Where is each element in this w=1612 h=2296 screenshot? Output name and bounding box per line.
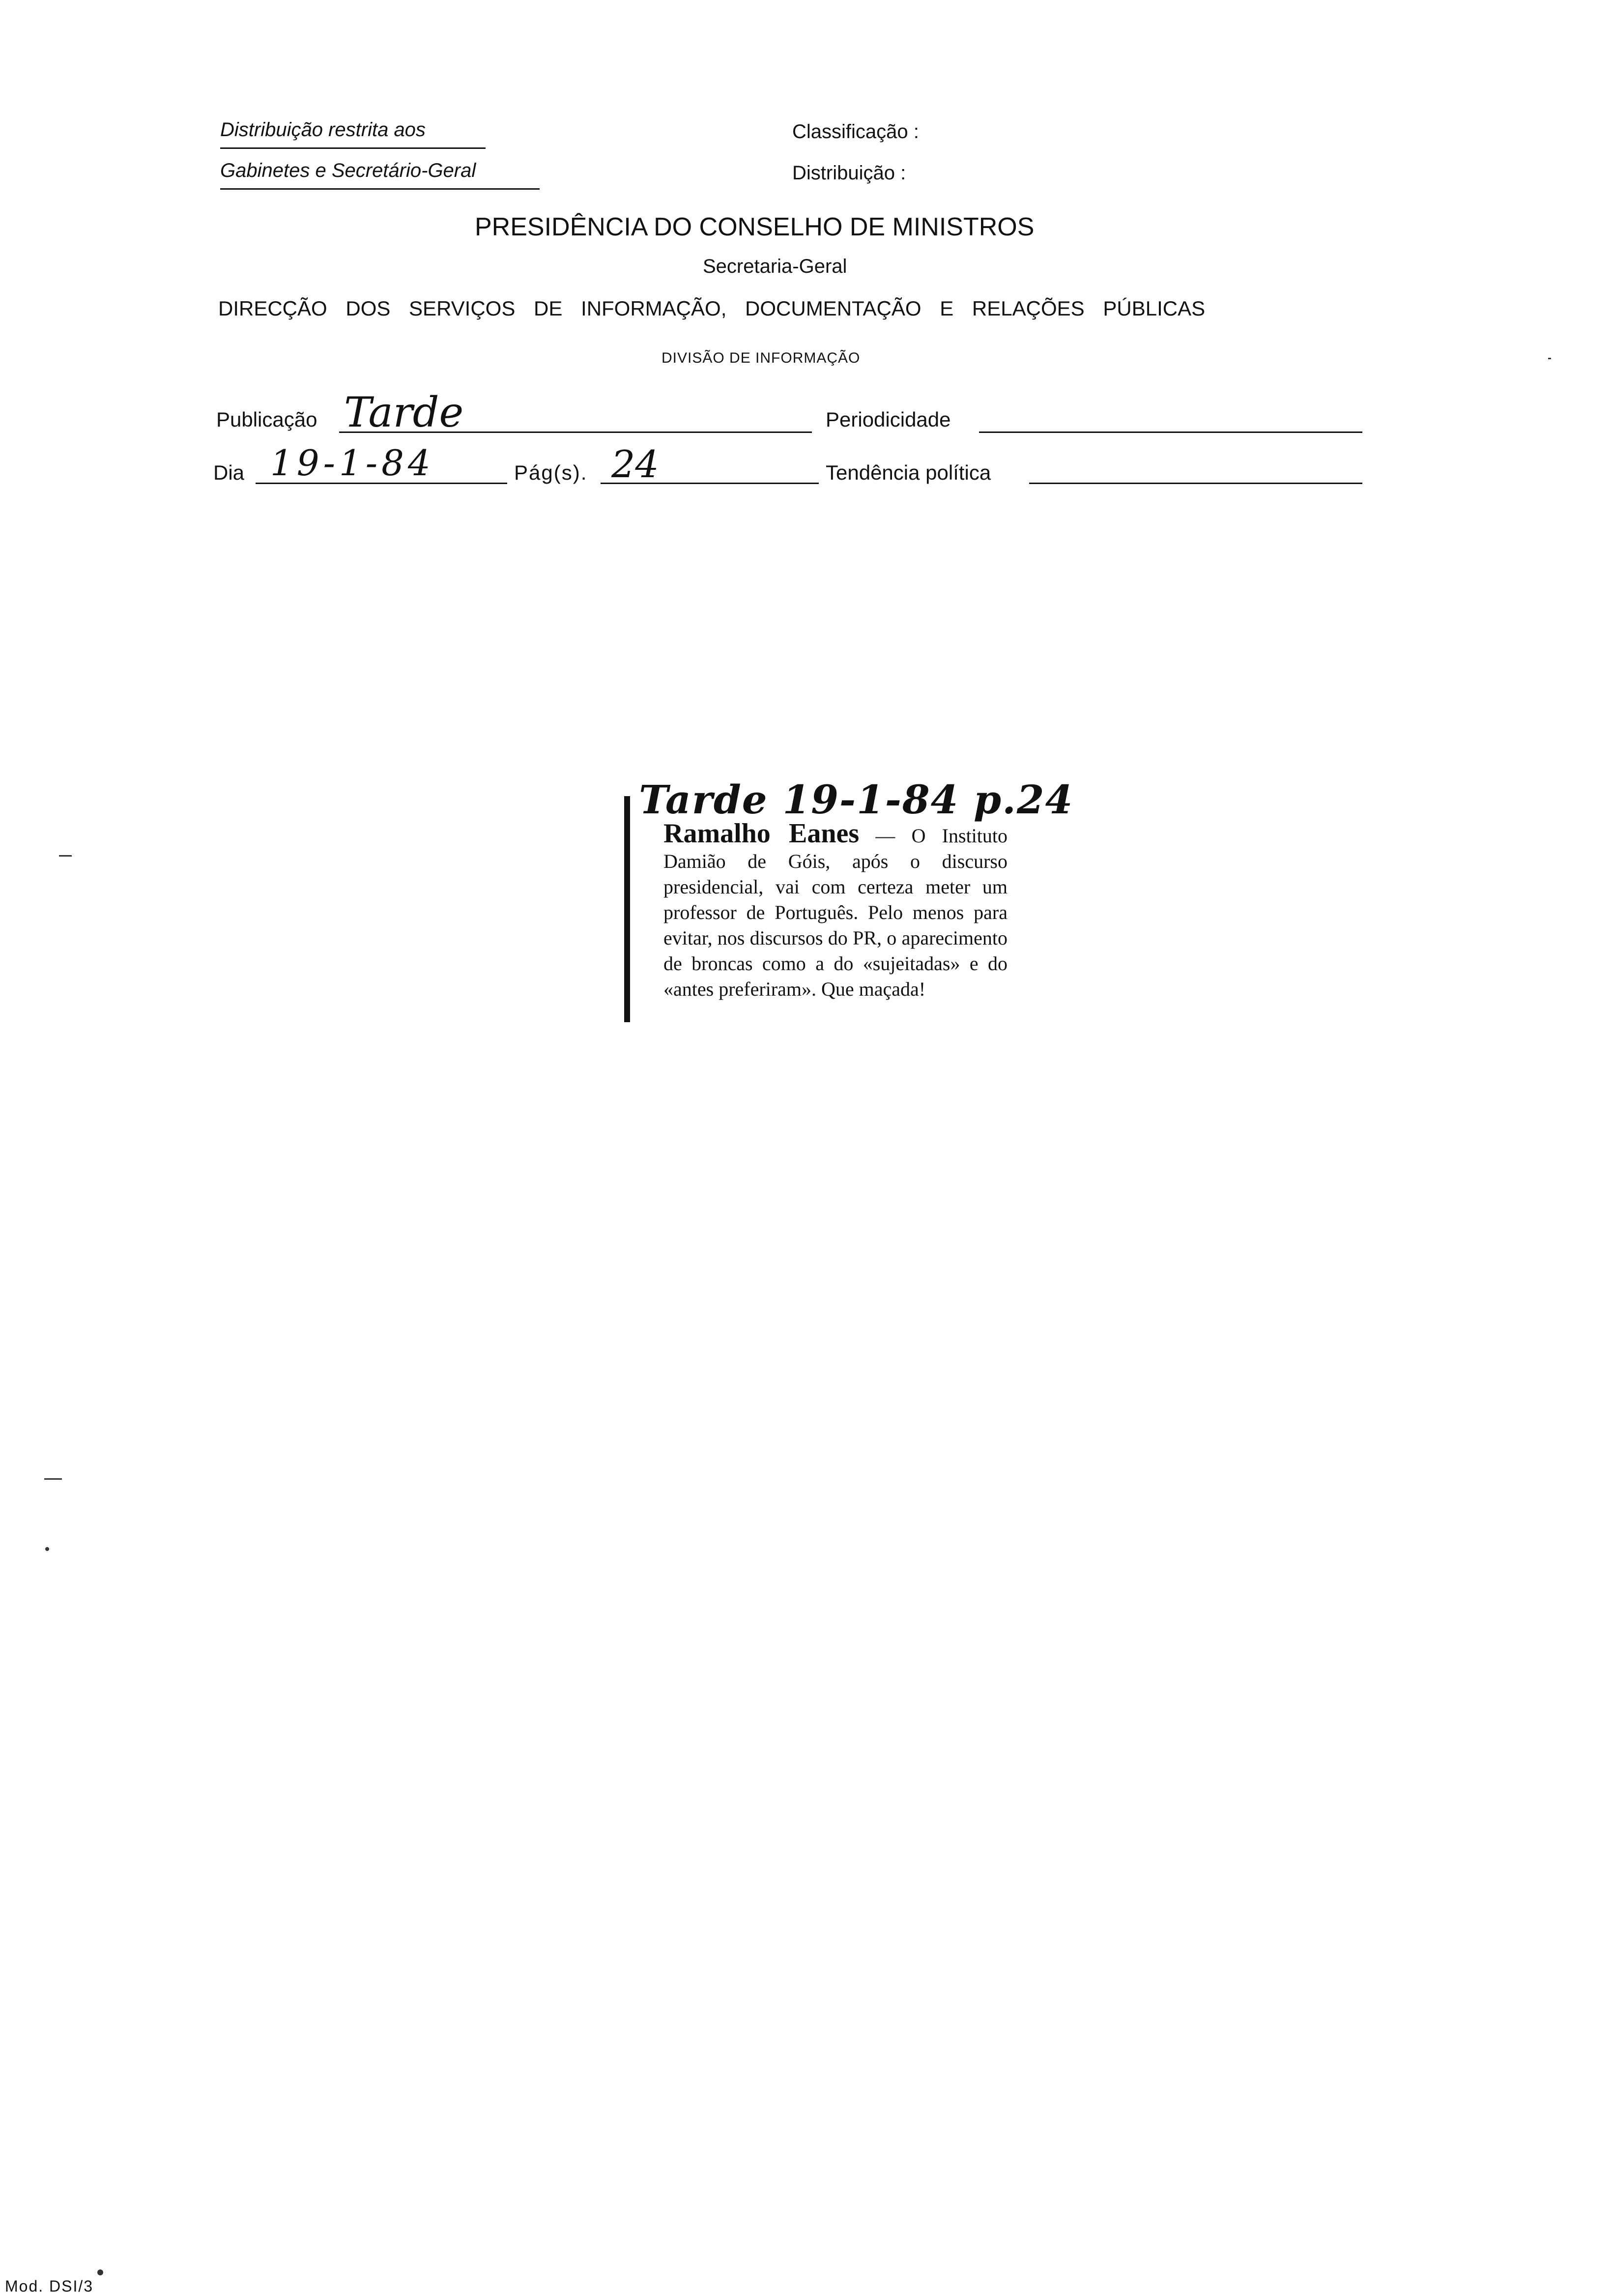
model-code: Mod. DSI/3 (5, 2277, 94, 2295)
publicacao-value: Tarde (344, 388, 464, 436)
periodicidade-line (979, 431, 1362, 433)
restricted-distribution-line1: Distribuição restrita aos (220, 119, 426, 141)
footer-dot (97, 2269, 103, 2275)
clipping-body: — O Instituto Damião de Góis, após o discurso presidencial, vai com certeza meter um professor de Português. Pelo menos para evitar, nos discursos do PR, o aparecimento de broncas como a do «sujeitadas» e do «antes preferiram». Que maçada! (663, 825, 1008, 1000)
direction-line: DIRECÇÃO DOS SERVIÇOS DE INFORMAÇÃO, DOCUMENTAÇÃO E RELAÇÕES PÚBLICAS (218, 297, 1206, 320)
margin-mark (59, 855, 72, 857)
publicacao-label: Publicação (216, 408, 317, 431)
distribuicao-label: Distribuição : (792, 162, 906, 184)
restricted-underline-2 (220, 188, 540, 190)
tendencia-line (1029, 483, 1362, 484)
clipping-headline: Ramalho Eanes (663, 818, 860, 849)
clipping-handwritten-stamp: Tarde 19-1-84 p.24 (639, 776, 1074, 823)
margin-mark (44, 1478, 62, 1480)
restricted-distribution-line2: Gabinetes e Secretário-Geral (220, 160, 476, 181)
clipping-bar (624, 796, 630, 1022)
pags-label: Pág(s). (514, 461, 588, 484)
page-title: PRESIDÊNCIA DO CONSELHO DE MINISTROS (475, 213, 1035, 241)
pags-value: 24 (611, 442, 659, 486)
periodicidade-label: Periodicidade (826, 408, 951, 431)
dia-label: Dia (213, 461, 245, 484)
page-subtitle: Secretaria-Geral (703, 256, 847, 277)
tendencia-label: Tendência política (826, 461, 991, 484)
classificacao-label: Classificação : (792, 121, 919, 143)
margin-mark (1548, 358, 1551, 359)
division-line: DIVISÃO DE INFORMAÇÃO (662, 350, 861, 366)
dia-value: 19-1-84 (270, 442, 434, 484)
restricted-underline-1 (220, 147, 486, 149)
clipping-text (663, 818, 1008, 1002)
margin-dot (45, 1547, 49, 1551)
